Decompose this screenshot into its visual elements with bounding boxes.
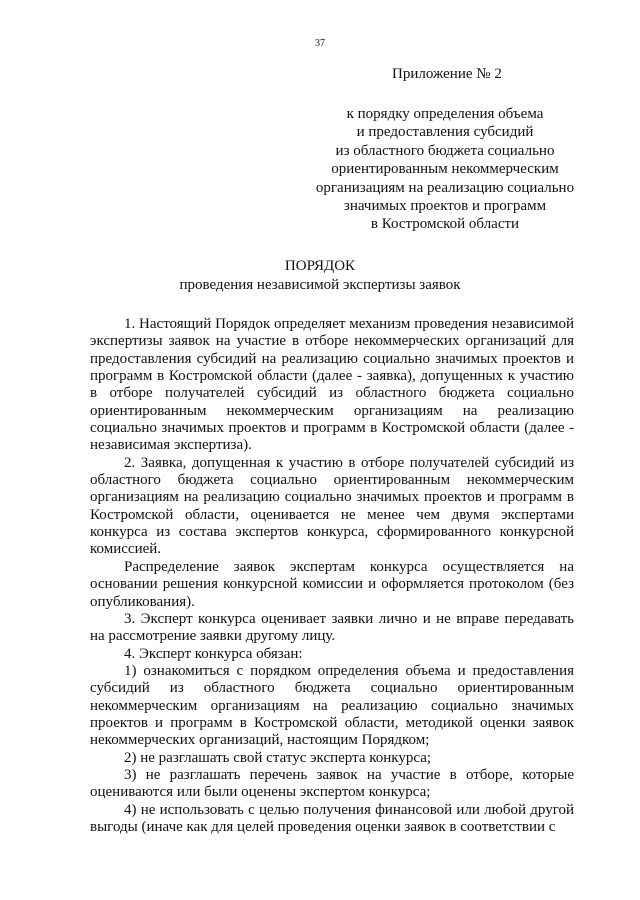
appendix-label: Приложение № 2 [392, 66, 502, 82]
document-subtitle: проведения независимой экспертизы заявок [179, 277, 461, 293]
paragraph-2: 2. Заявка, допущенная к участию в отборе получателей субсидий из областного бюджета социально ориентированным некоммерческим организациям на реализацию социально значимых проектов и программ в Костромской области, оценивается не менее чем двумя экспертами конкурса из состава экспертов конкурса, сформированного конкурсной комиссией. [90, 454, 574, 558]
list-item-4-4: 4) не использовать с целью получения финансовой или любой другой выгоды (иначе как для целей проведения оценки заявок в соответствии с [90, 801, 574, 835]
paragraph-3: 3. Эксперт конкурса оценивает заявки лично и не вправе передавать на рассмотрение заявки другому лицу. [90, 610, 574, 645]
list-item-4-2: 2) не разглашать свой статус эксперта конкурса; [124, 749, 432, 766]
appendix-reference-line: и предоставления субсидий [356, 124, 534, 141]
page-number: 37 [315, 38, 325, 49]
paragraph-1: 1. Настоящий Порядок определяет механизм проведения независимой экспертизы заявок на участие в отборе некоммерческих организаций для предоставления субсидий на реализацию социально значимых проектов и программ в Костромской области (далее - заявка), допущенных к участию в отборе получателей субсидий из областного бюджета социально ориентированным некоммерческим организациям на реализацию социально значимых проектов и программ в Костромской области (далее - независимая экспертиза). [90, 316, 574, 454]
appendix-reference-line: значимых проектов и программ [343, 198, 547, 215]
paragraph-distribution: Распределение заявок экспертам конкурса осуществляется на основании решения конкурсной комиссии и оформляется протоколом (без опубликования). [90, 558, 574, 610]
appendix-reference-line: из областного бюджета социально [335, 142, 555, 159]
document-body [90, 316, 574, 836]
appendix-reference-line: ориентированным некоммерческим [331, 161, 559, 178]
document-title: ПОРЯДОК [284, 258, 356, 274]
appendix-reference [300, 105, 590, 234]
appendix-reference-line: в Костромской области [370, 216, 520, 233]
list-item-4-1: 1) ознакомиться с порядком определения объема и предоставления субсидий из областного бюджета социально ориентированным некоммерческим организациям на реализацию социально значимых проектов и программ в Костромской области, методикой оценки заявок некоммерческих организаций, настоящим Порядком; [90, 662, 574, 749]
appendix-reference-line: к порядку определения объема [346, 106, 544, 122]
appendix-reference-line: организациям на реализацию социально [315, 179, 575, 196]
list-item-4-3: 3) не разглашать перечень заявок на участие в отборе, которые оцениваются или были оценены экспертом конкурса; [90, 766, 574, 801]
paragraph-4: 4. Эксперт конкурса обязан: [124, 645, 303, 662]
